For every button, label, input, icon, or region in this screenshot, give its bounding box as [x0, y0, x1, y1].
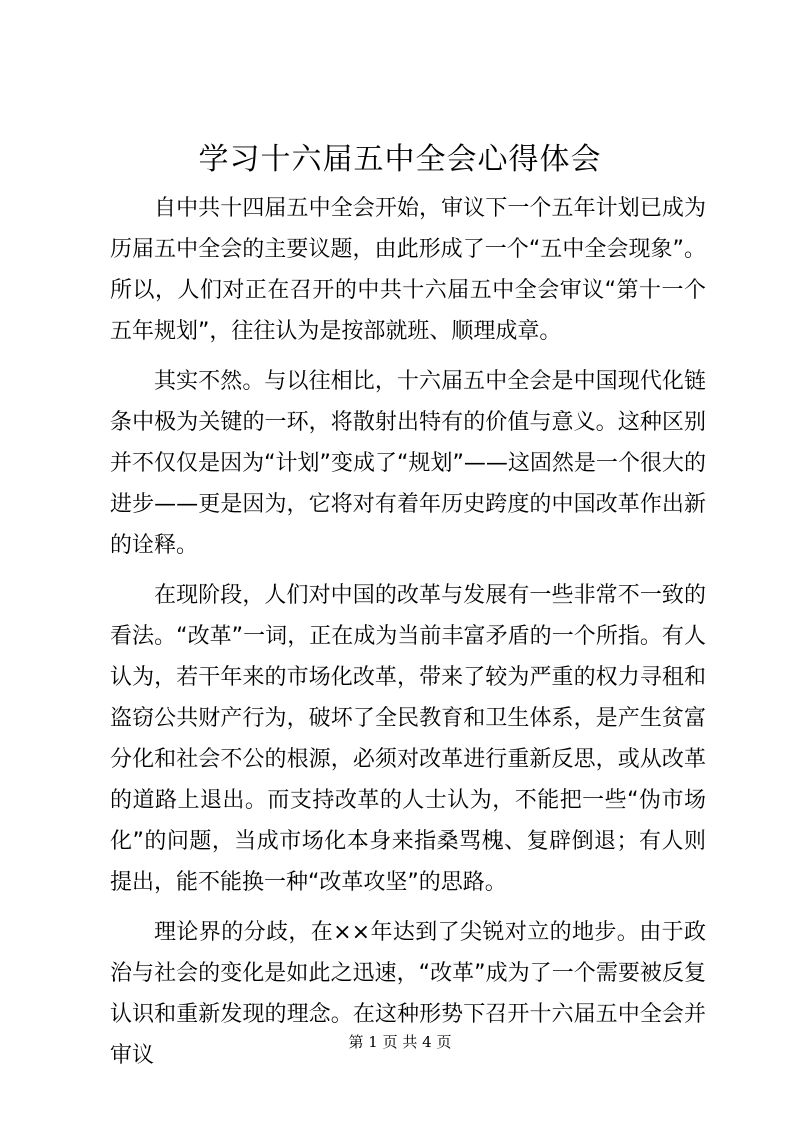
paragraph-4: 理论界的分歧，在××年达到了尖锐对立的地步。由于政治与社会的变化是如此之迅速，“改革”成为了一个需要被反复认识和重新发现的理念。在这种形势下召开十六届五中全会并审议: [110, 920, 706, 1068]
document-body: [110, 188, 706, 1085]
paragraph-2: 其实不然。与以往相比，十六届五中全会是中国现代化链条中极为关键的一环，将散射出特有的价值与意义。这种区别并不仅仅是因为“计划”变成了“规划”——这固然是一个很大的进步——更是因为，它将对有着年历史跨度的中国改革作出新的诠释。: [110, 369, 706, 558]
paragraph-1: 自中共十四届五中全会开始，审议下一个五年计划已成为历届五中全会的主要议题，由此形成了一个“五中全会现象”。所以，人们对正在召开的中共十六届五中全会审议“第十一个五年规划”，往往认为是按部就班、顺理成章。: [110, 196, 706, 344]
paragraph-3: 在现阶段，人们对中国的改革与发展有一些非常不一致的看法。“改革”一词，正在成为当前丰富矛盾的一个所指。有人认为，若干年来的市场化改革，带来了较为严重的权力寻租和盗窃公共财产行为，破坏了全民教育和卫生体系，是产生贫富分化和社会不公的根源，必须对改革进行重新反思，或从改革的道路上退出。而支持改革的人士认为，不能把一些“伪市场化”的问题，当成市场化本身来指桑骂槐、复辟倒退；有人则提出，能不能换一种“改革攻坚”的思路。: [110, 583, 706, 895]
document-title: 学习十六届五中全会心得体会: [198, 142, 602, 177]
page-number-footer: 第 1 页 共 4 页: [348, 1033, 452, 1051]
